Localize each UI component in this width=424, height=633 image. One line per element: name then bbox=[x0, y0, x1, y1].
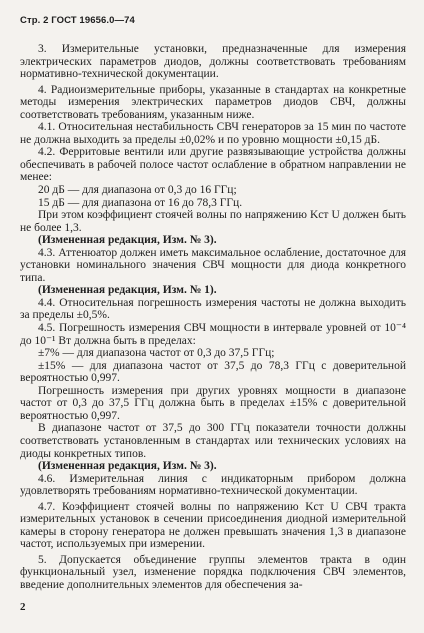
page-header: Стр. 2 ГОСТ 19656.0—74 bbox=[20, 15, 135, 26]
amendment-note: (Измененная редакция, Изм. № 3). bbox=[38, 234, 217, 247]
paragraph-4-2: 4.2. Ферритовые вентили или другие развязывающие устройства должны обеспечивать в рабочей полосе частот ослабление в обратном направлении не менее: bbox=[20, 146, 406, 184]
paragraph-5: 5. Допускается объединение группы элементов тракта в один функциональный узел, изменение порядка подключения СВЧ элементов, введение дополнительных элементов для обеспечения за- bbox=[20, 553, 406, 591]
vswr-requirement: При этом коэффициент стоячей волны по напряжению Kст U должен быть не более 1,3. bbox=[20, 209, 406, 234]
paragraph-4-5: 4.5. Погрешность измерения СВЧ мощности в интервале уровней от 10⁻⁴ до 10⁻¹ Вт должна быть в пределах: bbox=[20, 322, 406, 347]
paragraph-4-1: 4.1. Относительная нестабильность СВЧ генераторов за 15 мин по частоте не должна выходить за пределы ±0,02% и по уровню мощности ±0,15 дБ. bbox=[20, 121, 406, 146]
document-body bbox=[20, 43, 406, 592]
paragraph-high-band: В диапазоне частот от 37,5 до 300 ГГц показатели точности должны соответствовать установленным в стандартах или технических условиях на диоды конкретных типов. bbox=[20, 422, 406, 460]
page-number: 2 bbox=[20, 601, 26, 613]
attenuation-line-2: 15 дБ — для диапазона от 16 до 78,3 ГГц. bbox=[38, 196, 243, 209]
paragraph-3: 3. Измерительные установки, предназначенные для измерения электрических параметров диодов, должны соответствовать требованиям нормативно-технической документации. bbox=[20, 43, 406, 81]
power-error-line-2: ±15% — для диапазона частот от 37,5 до 78,3 ГГц с доверительной вероятностью 0,997. bbox=[20, 359, 406, 385]
paragraph-4-6: 4.6. Измерительная линия с индикаторным прибором должна удовлетворять требованиям нормативно-технической документации. bbox=[20, 472, 406, 498]
paragraph-4-7: 4.7. Коэффициент стоячей волны по напряжению Kст U СВЧ тракта измерительных установок в сечении присоединения диодной измерительной камеры в сторону генератора не должен превышать значения 1,3 в диапазоне частот, используемых при измерении. bbox=[20, 500, 406, 551]
power-error-line-1: ±7% — для диапазона частот от 0,3 до 37,5 ГГц; bbox=[38, 347, 275, 360]
amendment-note: (Измененная редакция, Изм. № 3). bbox=[38, 460, 217, 473]
attenuation-line-1: 20 дБ — для диапазона от 0,3 до 16 ГГц; bbox=[38, 184, 237, 197]
paragraph-4-4: 4.4. Относительная погрешность измерения частоты не должна выходить за пределы ±0,5%. bbox=[20, 296, 406, 322]
paragraph-4: 4. Радиоизмерительные приборы, указанные в стандартах на конкретные методы измерения электрических параметров диодов СВЧ, должны соответствовать требованиям, указанным ниже. bbox=[20, 83, 406, 121]
paragraph-other-levels: Погрешность измерения при других уровнях мощности в диапазоне частот от 0,3 до 37,5 ГГц должна быть в пределах ±15% с доверительной вероятностью 0,997. bbox=[20, 384, 406, 422]
paragraph-4-3: 4.3. Аттенюатор должен иметь максимальное ослабление, достаточное для установки номинального значения СВЧ мощности для диода конкретного типа. bbox=[20, 246, 406, 284]
amendment-note: (Измененная редакция, Изм. № 1). bbox=[38, 284, 217, 297]
